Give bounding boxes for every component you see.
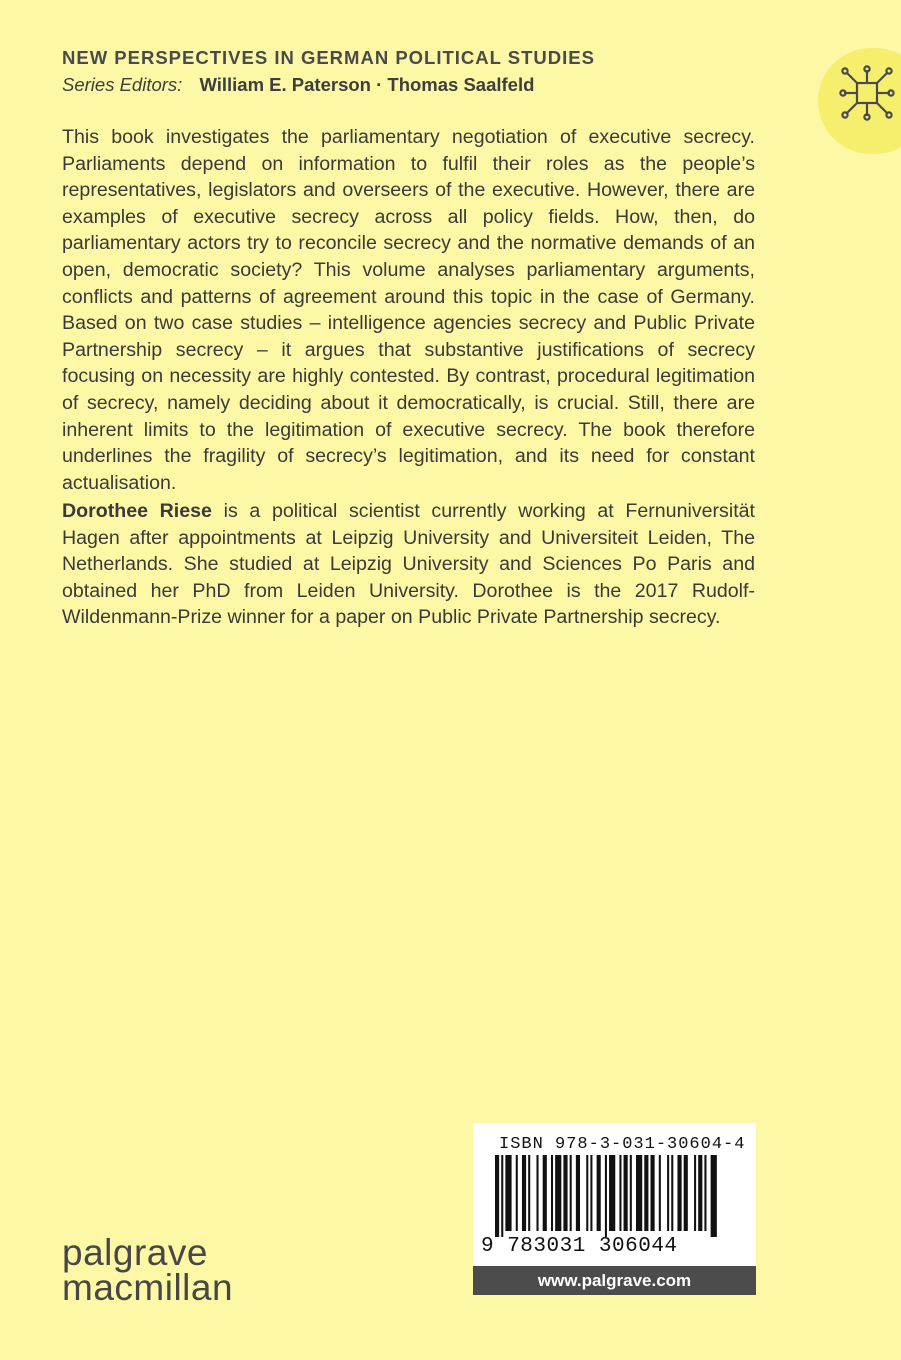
- website-url: www.palgrave.com: [473, 1266, 756, 1295]
- palgrave-network-icon: [818, 48, 901, 154]
- barcode-box: [473, 1123, 756, 1266]
- barcode-bar: [624, 1155, 628, 1231]
- barcode-bar: [630, 1155, 632, 1231]
- barcode-bar: [605, 1155, 607, 1237]
- barcode-bar: [528, 1155, 530, 1231]
- barcode-bar: [659, 1155, 661, 1231]
- series-editors: [62, 74, 534, 96]
- book-description: This book investigates the parliamentary negotiation of executive secrecy. Parliaments depend on information to fulfil their roles as the people’s representatives, legislators and overseers of the executive. However, there are examples of executive secrecy across all policy fields. How, then, do parliamentary actors try to reconcile secrecy and the normative demands of an open, democratic society? This volume analyses parliamentary arguments, conflicts and patterns of agreement around this topic in the case of Germany. Based on two case studies – intelligence agencies secrecy and Public Private Partnership secrecy – it argues that substantive justifications of secrecy focusing on necessity are highly contested. By contrast, procedural legitimation of secrecy, namely deciding about it democratically, is crucial. Still, there are inherent limits to the legitimation of executive secrecy. The book therefore underlines the fragility of secrecy’s legitimation, and its need for constant actualisation.: [62, 126, 755, 494]
- publisher-logo-line2: macmillan: [62, 1267, 234, 1308]
- barcode-bars: [495, 1155, 721, 1237]
- barcode-bar: [576, 1155, 580, 1231]
- barcode-bar: [536, 1155, 538, 1231]
- barcode-bar: [590, 1155, 592, 1231]
- barcode-bar: [711, 1155, 717, 1237]
- barcode-digits: 9 783031 306044: [481, 1235, 678, 1258]
- barcode-bar: [619, 1155, 621, 1231]
- barcode-bar: [644, 1155, 648, 1231]
- publisher-logo: [62, 1232, 234, 1308]
- barcode-bar: [677, 1155, 681, 1231]
- author-name: Dorothee Riese: [62, 500, 212, 522]
- series-title: NEW PERSPECTIVES IN GERMAN POLITICAL STUDIES: [62, 47, 595, 68]
- barcode-bar: [570, 1155, 572, 1231]
- author-bio-text: is a political scientist currently working at Fernuniversität Hagen after appointments at Leipzig University and Universiteit Leiden, The Netherlands. She studied at Leipzig University and Sciences Po Paris and obtained her PhD from Leiden University. Dorothee is the 2017 Rudolf- Wildenmann-Prize winner for a paper on Public Private Partnership secrecy.: [62, 500, 755, 629]
- barcode-bar: [651, 1155, 655, 1231]
- barcode-bar: [516, 1155, 518, 1231]
- barcode-bar: [543, 1155, 547, 1231]
- barcode-bar: [522, 1155, 526, 1231]
- barcode-bar: [505, 1155, 511, 1231]
- barcode-bar: [694, 1155, 696, 1231]
- barcode-bar: [551, 1155, 553, 1231]
- barcode-bar: [636, 1155, 642, 1231]
- publisher-logo-line1: palgrave: [62, 1232, 208, 1273]
- barcode-bar: [609, 1155, 615, 1231]
- barcode-bar: [563, 1155, 567, 1231]
- author-bio: [62, 498, 755, 631]
- barcode-bar: [597, 1155, 601, 1231]
- series-editors-names: William E. Paterson · Thomas Saalfeld: [199, 74, 535, 95]
- isbn-label: ISBN 978-3-031-30604-4: [499, 1135, 746, 1154]
- barcode-bar: [671, 1155, 673, 1231]
- barcode-bar: [495, 1155, 499, 1237]
- barcode-bar: [667, 1155, 669, 1231]
- barcode-bar: [555, 1155, 561, 1231]
- barcode-bar: [586, 1155, 588, 1231]
- barcode-bar: [501, 1155, 503, 1237]
- barcode-bar: [704, 1155, 706, 1231]
- series-editors-label: Series Editors:: [62, 74, 183, 95]
- barcode-bar: [684, 1155, 688, 1231]
- barcode-bar: [698, 1155, 702, 1231]
